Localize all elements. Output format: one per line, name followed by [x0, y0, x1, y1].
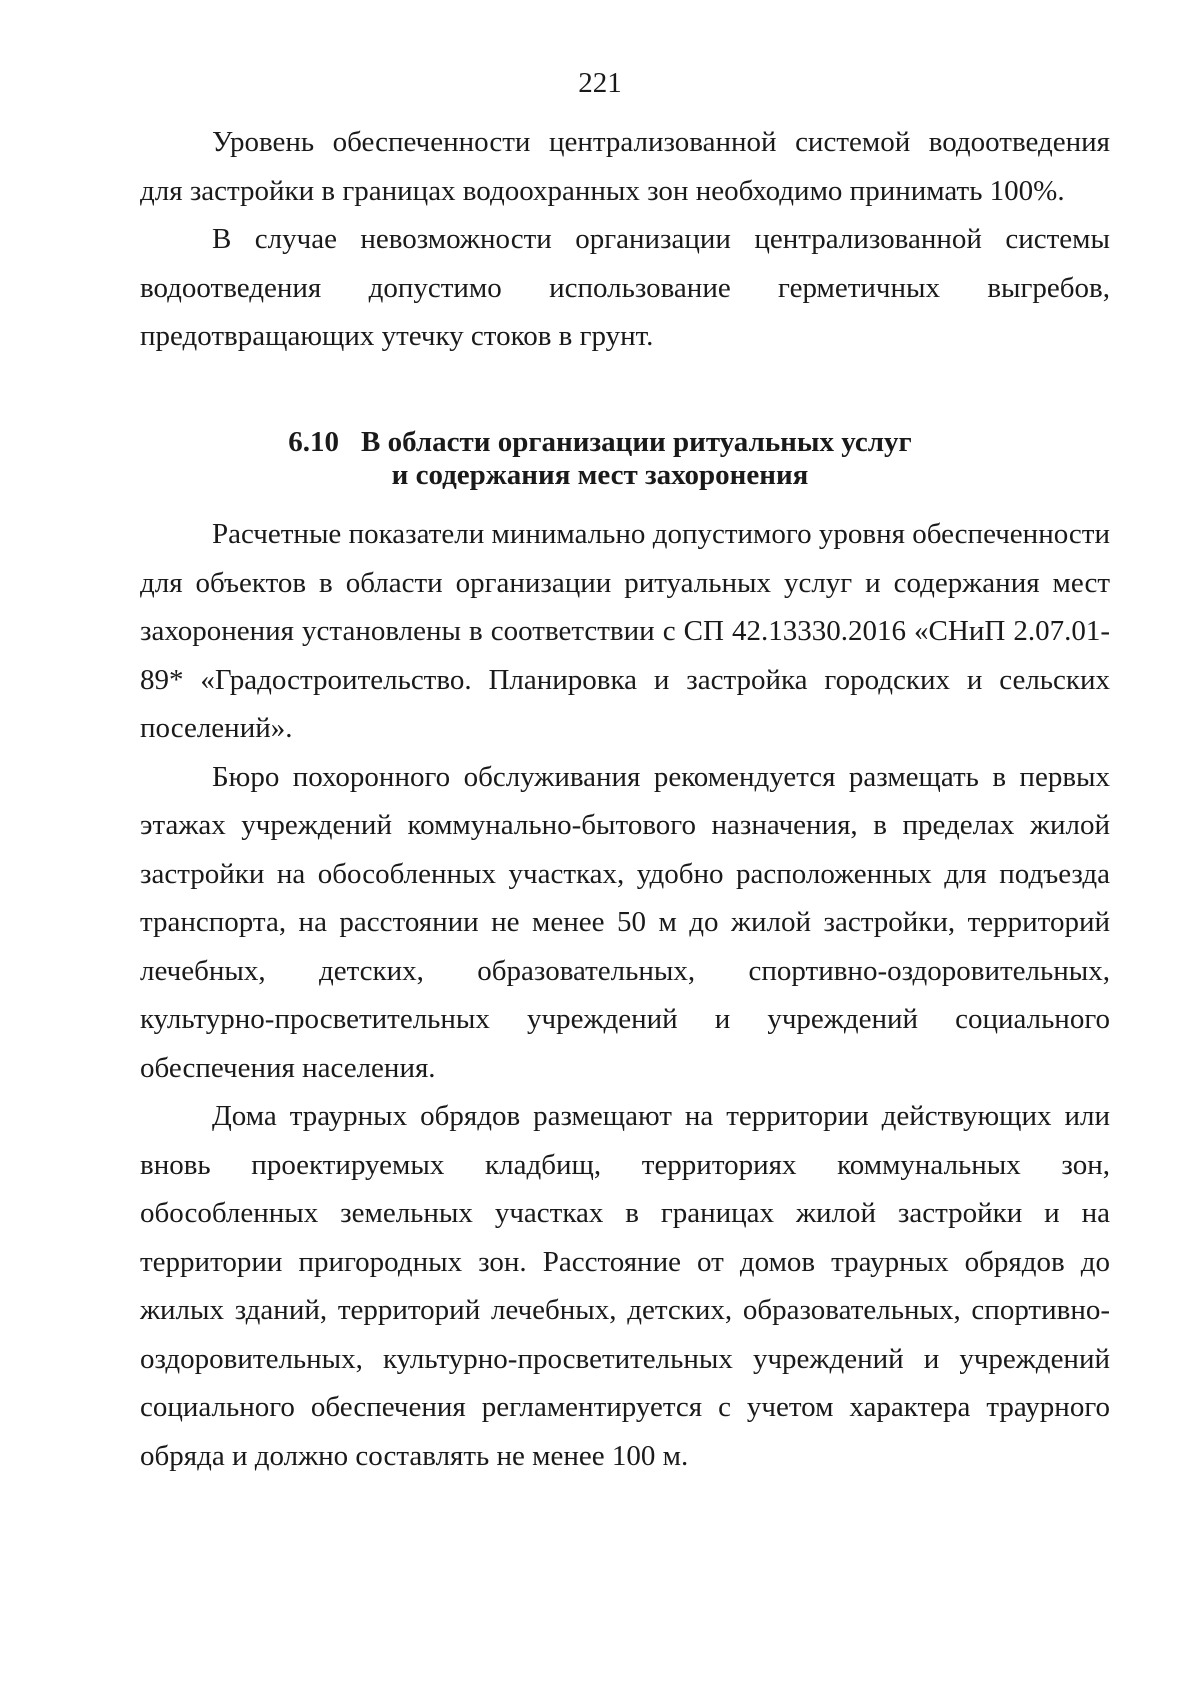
paragraph-sewerage-level: Уровень обеспеченности централизованной системой водоотведения для застройки в границах водоохранных зон необходимо принимать 100%. [140, 126, 1110, 207]
paragraph-funeral-bureau: Бюро похоронного обслуживания рекомендуется размещать в первых этажах учреждений коммунально-бытового назначения, в пределах жилой застройки на обособленных участках, удобно расположенных для подъезда транспорта, на расстоянии не менее 50 м до жилой застройки, территорий лечебных, детских, образовательных, спортивно-оздоровительных, культурно-просветительных учреждений и учреждений социального обеспечения населения. [140, 760, 1110, 1084]
section-number: 6.10 [288, 426, 340, 458]
section-heading [0, 426, 1200, 492]
section-title-line-1: В области организации ритуальных услуг [361, 426, 912, 458]
section-text-block [140, 510, 1110, 1480]
section-title-line-2: и содержания мест захоронения [391, 459, 809, 491]
section-heading-line-1 [0, 426, 1200, 459]
paragraph-funeral-homes: Дома траурных обрядов размещают на территории действующих или вновь проектируемых кладбищ, территориях коммунальных зон, обособленных земельных участках в границах жилой застройки и на территории пригородных зон. Расстояние от домов траурных обрядов до жилых зданий, территорий лечебных, детских, образовательных, спортивно-оздоровительных, культурно-просветительных учреждений и учреждений социального обеспечения регламентируется с учетом характера траурного обряда и должно составлять не менее 100 м. [140, 1100, 1110, 1472]
paragraph-sealed-cesspools: В случае невозможности организации централизованной системы водоотведения допустимо использование герметичных выгребов, предотвращающих утечку стоков в грунт. [140, 223, 1110, 352]
paragraph-calculated-indicators: Расчетные показатели минимально допустимого уровня обеспеченности для объектов в области организации ритуальных услуг и содержания мест захоронения установлены в соответствии с СП 42.13330.2016 «СНиП 2.07.01-89* «Градостроительство. Планировка и застройка городских и сельских поселений». [140, 518, 1110, 744]
intro-text-block [140, 118, 1110, 361]
page-number: 221 [578, 67, 622, 99]
